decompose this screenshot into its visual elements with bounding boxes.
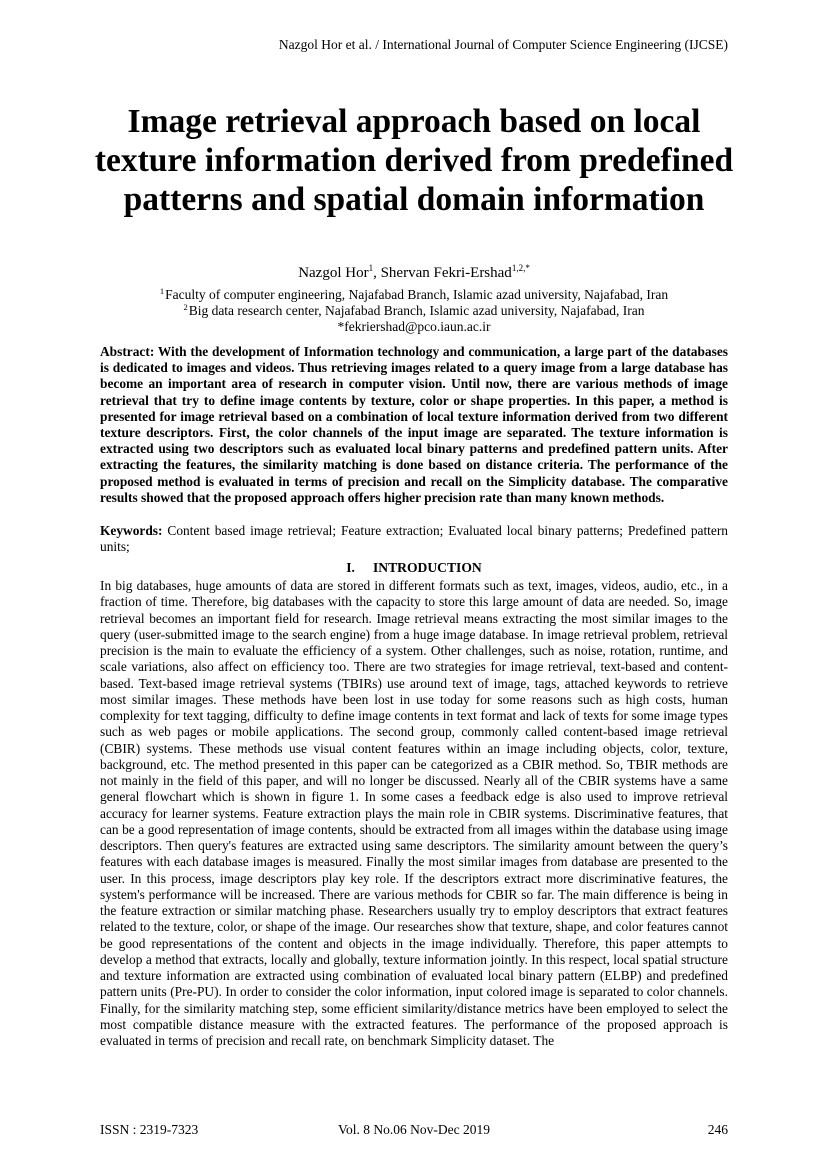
author-affiliation-mark: 1,2,* xyxy=(511,263,530,273)
section-heading xyxy=(100,560,728,576)
abstract: Abstract: With the development of Information technology and communication, a large part of the databases is dedicated to images and videos. Thus retrieving images related to a query image from a large database has become an important area of research in computer vision. Until now, there are various methods of image retrieval that try to define image contents by texture, color or shape properties. In this paper, a method is presented for image retrieval based on a combination of local texture information derived from two different texture descriptors. First, the color channels of the input image are separated. The texture information is extracted using two descriptors such as evaluated local binary patterns and predefined pattern units. After extracting the features, the similarity matching is done based on distance criteria. The performance of the proposed method is evaluated in terms of precision and recall on the Simplicity database. The comparative results showed that the proposed approach offers higher precision rate than many known methods. xyxy=(100,344,728,505)
affiliations xyxy=(100,287,728,334)
keywords xyxy=(100,523,728,555)
body-paragraph: In big databases, huge amounts of data are stored in different formats such as text, images, videos, audio, etc., in a fraction of time. Therefore, big databases with the capacity to store this large amount of data are needed. So, image retrieval becomes an important field for research. Image retrieval means extracting the most similar images to the query (user-submitted image to the search engine) from a huge image database. In image retrieval problem, retrieval precision is the main to evaluate the efficiency of a system. Other challenges, such as noise, rotation, runtime, and scale variations, also affect on efficiency too. There are two strategies for image retrieval, text-based and content-based. Text-based image retrieval systems (TBIRs) use around text of image, tags, attached keywords to retrieve most similar images. These methods have been lost in use today for some reasons such as high costs, human complexity for text tagging, difficulty to define image contents in text format and lack of texts for some image types such as web pages or mobile applications. The second group, commonly called content-based image retrieval (CBIR) systems. These methods use visual content features within an image including objects, color, texture, background, etc. The method presented in this paper can be categorized as a CBIR method. So, TBIR methods are not mainly in the field of this paper, and will no longer be discussed. Nearly all of the CBIR systems have a same general flowchart which is shown in figure 1. In some cases a feedback edge is also used to improve retrieval accuracy for learner systems. Feature extraction plays the main role in CBIR systems. Discriminative features, that can be a good representation of image contents, should be extracted from all images within the database using image descriptors. Then query's features are extracted using same descriptors. The similarity amount between the query’s features with each database images is measured. Finally the most similar images from database are presented to the user. In this process, image descriptors play key role. If the descriptors extract more discriminative features, the system's performance will be increased. There are various methods for CBIR so far. The main difference is being in the feature extraction or similar matching phase. Researchers usually try to employ descriptors that extract features related to the texture, color, or shape of the image. Our researches show that texture, shape, and color features cannot be good representations of the content and objects in the image individually. Therefore, this paper attempts to develop a method that extracts, locally and globally, texture information jointly. In this respect, local spatial structure and texture information are extracted using combination of evaluated local binary pattern (ELBP) and predefined pattern units (Pre-PU). In order to consider the color information, input colored image is separated to color channels. Finally, for the similarity matching step, some efficient similarity/distance metrics have been employed to select the most compatible distance measure with the extracted features. The performance of the proposed approach is evaluated in terms of precision and recall rate, on benchmark Simplicity dataset. The xyxy=(100,578,728,1048)
author-separator: , xyxy=(373,265,381,281)
author-line xyxy=(100,264,728,282)
footer-issn: ISSN : 2319-7323 xyxy=(100,1122,199,1137)
author-name: Shervan Fekri-Ershad xyxy=(380,265,512,281)
page-number: 246 xyxy=(707,1122,728,1137)
affiliation-line xyxy=(100,303,728,319)
running-head: Nazgol Hor et al. / International Journal of Computer Science Engineering (IJCSE) xyxy=(278,37,728,52)
keywords-text: Content based image retrieval; Feature extraction; Evaluated local binary patterns; Predefined pattern units; xyxy=(100,523,728,555)
affiliation-line xyxy=(100,287,728,303)
affiliation-mark: 2 xyxy=(183,301,188,312)
author-name: Nazgol Hor xyxy=(298,265,369,281)
affiliation-text: Big data research center, Najafabad Branch, Islamic azad university, Najafabad, Iran xyxy=(188,302,645,318)
affiliation-text: Faculty of computer engineering, Najafabad Branch, Islamic azad university, Najafabad, Iran xyxy=(165,287,669,302)
author-affiliation-mark: 1 xyxy=(368,263,374,273)
footer-volume: Vol. 8 No.06 Nov-Dec 2019 xyxy=(338,1122,490,1137)
keywords-label: Keywords: xyxy=(100,523,163,538)
corresponding-email: *fekriershad@pco.iaun.ac.ir xyxy=(337,318,491,334)
page-footer xyxy=(100,1122,728,1138)
section-title: INTRODUCTION xyxy=(372,560,482,575)
paper-title: Image retrieval approach based on local texture information derived from predefined patterns and spatial domain information xyxy=(94,103,734,218)
affiliation-mark: 1 xyxy=(159,286,165,296)
section-number: I. xyxy=(346,560,355,575)
